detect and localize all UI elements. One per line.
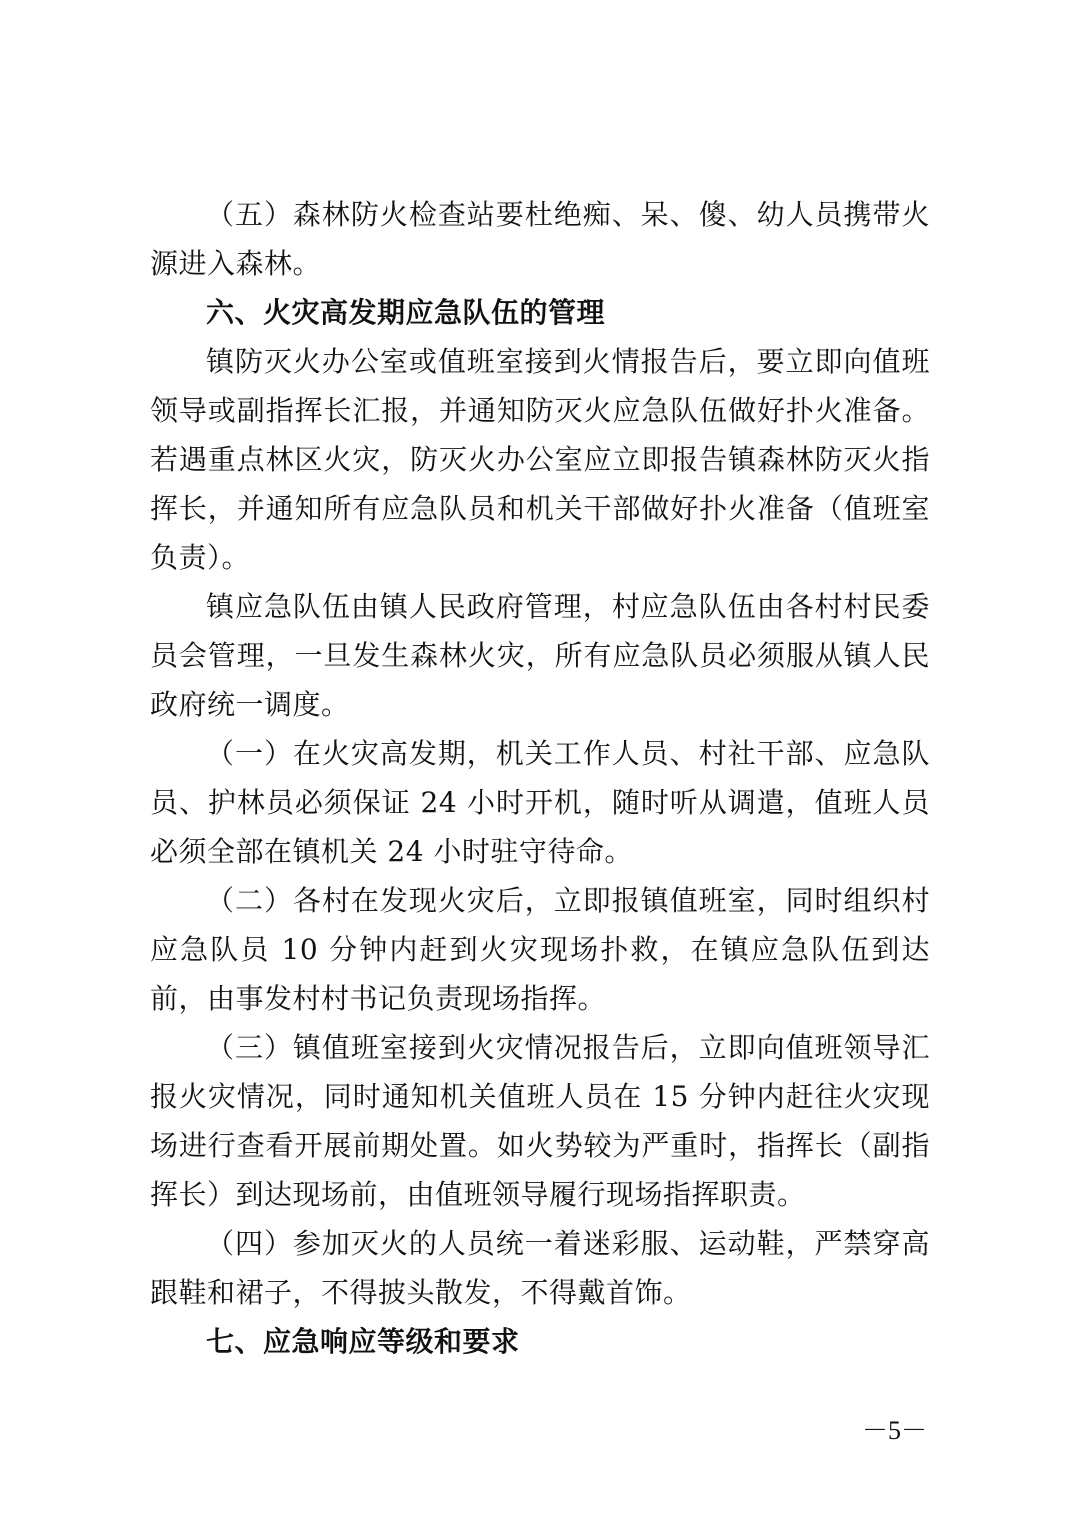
section-heading-six: 六、火灾高发期应急队伍的管理 — [206, 296, 606, 329]
paragraph-item-two: （二）各村在发现火灾后，立即报镇值班室，同时组织村应急队员 10 分钟内赶到火灾现场扑救，在镇应急队伍到达前，由事发村村书记负责现场指挥。 — [150, 884, 930, 1015]
paragraph-item-four: （四）参加灭火的人员统一着迷彩服、运动鞋，严禁穿高跟鞋和裙子，不得披头散发，不得戴首饰。 — [150, 1227, 930, 1309]
page-number: －5－ — [862, 1416, 928, 1445]
document-body — [150, 190, 930, 1366]
paragraph-team-management: 镇应急队伍由镇人民政府管理，村应急队伍由各村村民委员会管理，一旦发生森林火灾，所有应急队员必须服从镇人民政府统一调度。 — [150, 590, 930, 721]
section-heading-seven: 七、应急响应等级和要求 — [206, 1325, 520, 1358]
paragraph-checkpoint-rule: （五）森林防火检查站要杜绝痴、呆、傻、幼人员携带火源进入森林。 — [150, 198, 930, 280]
paragraph-item-three: （三）镇值班室接到火灾情况报告后，立即向值班领导汇报火灾情况，同时通知机关值班人员在 15 分钟内赶往火灾现场进行查看开展前期处置。如火势较为严重时，指挥长（副指挥长）到达现场前，由值班领导履行现场指挥职责。 — [150, 1031, 930, 1211]
paragraph-item-one: （一）在火灾高发期，机关工作人员、村社干部、应急队员、护林员必须保证 24 小时开机，随时听从调遣，值班人员必须全部在镇机关 24 小时驻守待命。 — [150, 737, 930, 868]
paragraph-fire-report: 镇防灭火办公室或值班室接到火情报告后，要立即向值班领导或副指挥长汇报，并通知防灭火应急队伍做好扑火准备。若遇重点林区火灾，防灭火办公室应立即报告镇森林防灭火指挥长，并通知所有应急队员和机关干部做好扑火准备（值班室负责）。 — [150, 345, 930, 574]
